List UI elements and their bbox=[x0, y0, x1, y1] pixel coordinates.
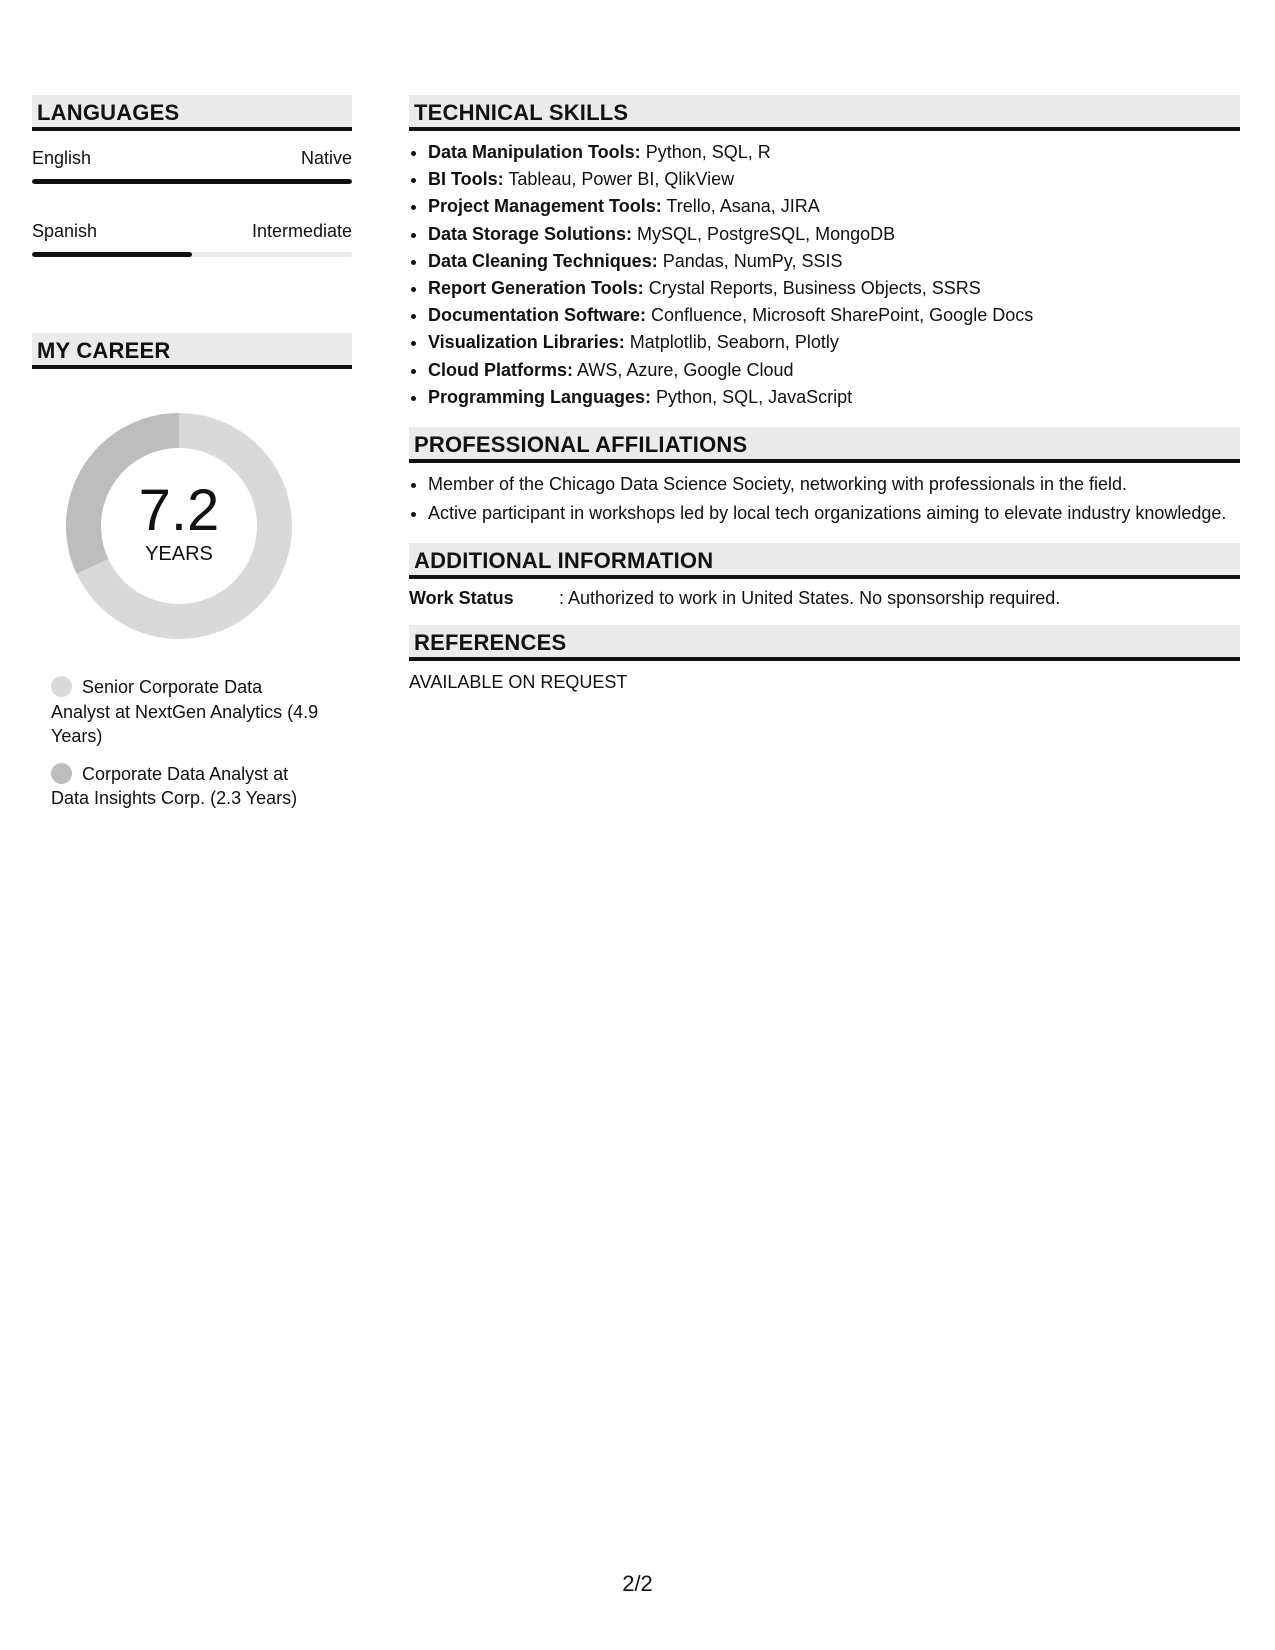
language-proficiency-fill bbox=[32, 179, 352, 184]
skill-label: Report Generation Tools: bbox=[428, 278, 644, 299]
technical-skills-section bbox=[409, 95, 1240, 411]
language-item-english bbox=[32, 147, 352, 184]
professional-affiliations-heading: PROFESSIONAL AFFILIATIONS bbox=[409, 427, 1240, 463]
references-text: AVAILABLE ON REQUEST bbox=[409, 672, 628, 693]
career-donut-chart bbox=[66, 413, 292, 639]
skill-value: AWS, Azure, Google Cloud bbox=[577, 359, 794, 380]
career-total-unit: YEARS bbox=[145, 543, 213, 565]
skill-item bbox=[428, 166, 1240, 193]
skill-label: Programming Languages: bbox=[428, 386, 652, 407]
legend-dot-icon bbox=[51, 763, 72, 784]
career-legend-item bbox=[51, 762, 321, 811]
skill-value: Python, SQL, JavaScript bbox=[656, 386, 853, 407]
skill-value: Crystal Reports, Business Objects, SSRS bbox=[648, 278, 981, 299]
skill-value: Trello, Asana, JIRA bbox=[666, 196, 820, 217]
skill-item bbox=[428, 221, 1240, 248]
skill-value: Pandas, NumPy, SSIS bbox=[662, 250, 843, 271]
skill-item bbox=[428, 139, 1240, 166]
career-legend-item bbox=[51, 675, 321, 749]
language-item-spanish bbox=[32, 220, 352, 257]
technical-skills-list bbox=[409, 139, 1240, 411]
work-status-row bbox=[409, 587, 1240, 609]
languages-heading: LANGUAGES bbox=[32, 95, 352, 131]
left-column bbox=[32, 95, 352, 824]
legend-dot-icon bbox=[51, 676, 72, 697]
career-heading: MY CAREER bbox=[32, 333, 352, 369]
skill-label: Data Storage Solutions: bbox=[428, 223, 633, 244]
career-section bbox=[32, 333, 352, 811]
language-level: Native bbox=[300, 148, 352, 168]
additional-information-section bbox=[409, 543, 1240, 609]
info-value: : Authorized to work in United States. No sponsorship required. bbox=[559, 588, 1061, 609]
page-number: 2/2 bbox=[622, 1571, 653, 1596]
affiliation-item: • Member of the Chicago Data Science Society, networking with professionals in the field. bbox=[428, 471, 1240, 498]
language-level: Intermediate bbox=[251, 221, 352, 241]
skill-label: Data Manipulation Tools: bbox=[428, 142, 641, 162]
professional-affiliations-section bbox=[409, 427, 1240, 527]
skill-item bbox=[428, 193, 1240, 220]
skill-item bbox=[428, 384, 1240, 411]
languages-section bbox=[32, 95, 352, 257]
language-proficiency-bar bbox=[32, 252, 352, 257]
skill-label: Cloud Platforms: bbox=[428, 359, 574, 380]
affiliation-item: • Active participant in workshops led by local tech organizations aiming to elevate industry knowledge. bbox=[428, 500, 1240, 527]
language-name: English bbox=[32, 148, 92, 168]
career-total-years: 7.2 bbox=[138, 478, 220, 543]
legend-label: Senior Corporate Data Analyst at NextGen Analytics (4.9 Years) bbox=[51, 677, 319, 746]
donut-center bbox=[66, 413, 292, 639]
language-proficiency-fill bbox=[32, 252, 192, 257]
skill-item bbox=[428, 302, 1240, 329]
affiliations-list bbox=[409, 471, 1240, 527]
skill-item bbox=[428, 329, 1240, 356]
language-name: Spanish bbox=[32, 221, 98, 241]
legend-label: Corporate Data Analyst at Data Insights Corp. (2.3 Years) bbox=[51, 763, 298, 808]
skill-value: Matplotlib, Seaborn, Plotly bbox=[629, 332, 839, 353]
skill-label: BI Tools: bbox=[428, 169, 504, 190]
skill-item bbox=[428, 357, 1240, 384]
skill-value: MySQL, PostgreSQL, MongoDB bbox=[637, 223, 896, 244]
skill-label: Data Cleaning Techniques: bbox=[428, 250, 658, 271]
skill-label: Visualization Libraries: bbox=[428, 332, 625, 353]
skill-label: Documentation Software: bbox=[428, 305, 647, 326]
info-label: Work Status bbox=[409, 588, 514, 609]
language-proficiency-bar bbox=[32, 179, 352, 184]
skill-item bbox=[428, 275, 1240, 302]
skill-value: Tableau, Power BI, QlikView bbox=[508, 169, 735, 190]
skill-item bbox=[428, 248, 1240, 275]
right-column bbox=[409, 95, 1240, 693]
additional-information-heading: ADDITIONAL INFORMATION bbox=[409, 543, 1240, 579]
skill-label: Project Management Tools: bbox=[428, 196, 662, 217]
references-heading: REFERENCES bbox=[409, 625, 1240, 661]
technical-skills-heading: TECHNICAL SKILLS bbox=[409, 95, 1240, 131]
skill-value: Python, SQL, R bbox=[645, 142, 771, 162]
references-section bbox=[409, 625, 1240, 693]
skill-value: Confluence, Microsoft SharePoint, Google Docs bbox=[651, 305, 1034, 326]
career-legend bbox=[32, 675, 321, 811]
